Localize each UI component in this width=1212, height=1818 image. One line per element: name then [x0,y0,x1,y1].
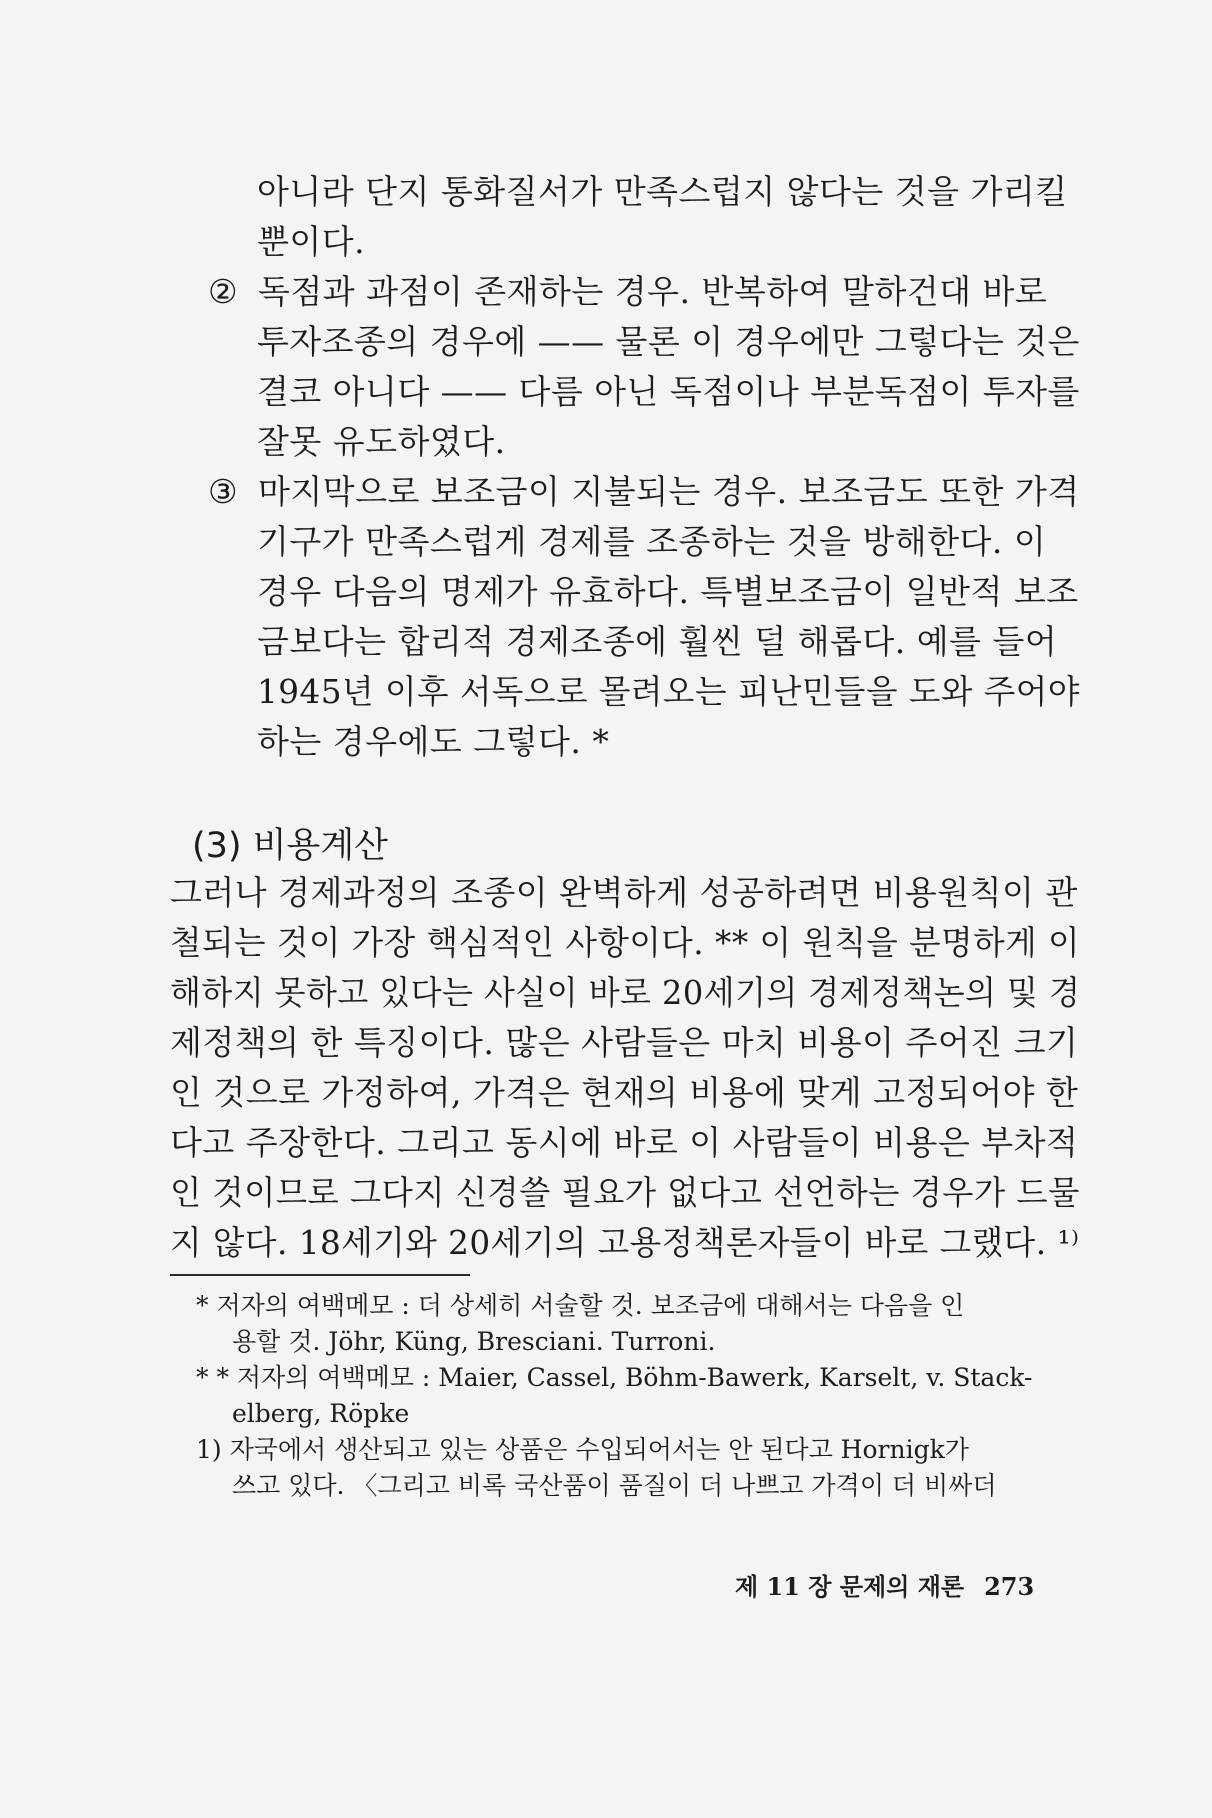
footnote-line: 용할 것. Jöhr, Küng, Bresciani. Turroni. [232,1327,716,1356]
body-line: 하는 경우에도 그렇다. * [257,722,610,761]
list-item-text: 독점과 과점이 존재하는 경우. 반복하여 말하건대 바로 [258,272,1048,311]
footnote-line: elberg, Röpke [232,1399,410,1428]
body-line: 인 것으로 가정하여, 가격은 현재의 비용에 맞게 고정되어야 한 [170,1073,1079,1112]
body-line: 인 것이므로 그다지 신경쓸 필요가 없다고 선언하는 경우가 드물 [170,1173,1080,1212]
page-number: 273 [984,1572,1035,1601]
footnote-line: * 저자의 여백메모 : 더 상세히 서술할 것. 보조금에 대해서는 다음을 인 [196,1291,965,1320]
body-line: 해하지 못하고 있다는 사실이 바로 20세기의 경제정책논의 및 경 [170,973,1081,1012]
list-item-2-first-line [208,272,1047,312]
body-line: 금보다는 합리적 경제조종에 훨씬 덜 해롭다. 예를 들어 [257,622,1058,661]
body-line: 철되는 것이 가장 핵심적인 사항이다. ** 이 원칙을 분명하게 이 [170,923,1080,962]
list-item-text: 마지막으로 보조금이 지불되는 경우. 보조금도 또한 가격 [258,472,1080,511]
body-line: 기구가 만족스럽게 경제를 조종하는 것을 방해한다. 이 [257,522,1047,561]
body-line: 잘못 유도하였다. [257,422,506,461]
footnote-line: * * 저자의 여백메모 : Maier, Cassel, Böhm-Bawerk, Karselt, v. Stack- [196,1363,1033,1392]
footnote-line: 1) 자국에서 생산되고 있는 상품은 수입되어서는 안 된다고 Hornigk가 [196,1435,969,1464]
body-line: 지 않다. 18세기와 20세기의 고용정책론자들이 바로 그랬다. ¹⁾ [170,1223,1080,1262]
chapter-title: 제 11 장 문제의 재론 [735,1572,965,1601]
body-line: 다고 주장한다. 그리고 동시에 바로 이 사람들이 비용은 부차적 [170,1123,1079,1162]
body-line: 뿐이다. [257,222,366,261]
body-line: 그러나 경제과정의 조종이 완벽하게 성공하려면 비용원칙이 관 [170,873,1078,912]
page-folio [735,1572,1034,1602]
body-line: 경우 다음의 명제가 유효하다. 특별보조금이 일반적 보조 [257,572,1079,611]
body-line: 제정책의 한 특징이다. 많은 사람들은 마치 비용이 주어진 크기 [170,1023,1079,1062]
section-heading: (3) 비용계산 [192,826,388,866]
list-item-3-first-line [208,472,1080,512]
footnote-rule [170,1274,470,1276]
body-line: 투자조종의 경우에 —— 물론 이 경우에만 그렇다는 것은 [257,322,1080,361]
footnote-line: 쓰고 있다. 〈그리고 비록 국산품이 품질이 더 나쁘고 가격이 더 비싸더 [232,1471,997,1500]
body-line: 아니라 단지 통화질서가 만족스럽지 않다는 것을 가리킬 [257,172,1068,211]
list-marker: ② [208,272,239,311]
list-marker: ③ [208,472,239,511]
body-line: 결코 아니다 —— 다름 아닌 독점이나 부분독점이 투자를 [257,372,1080,411]
body-line: 1945년 이후 서독으로 몰려오는 피난민들을 도와 주어야 [257,672,1080,711]
